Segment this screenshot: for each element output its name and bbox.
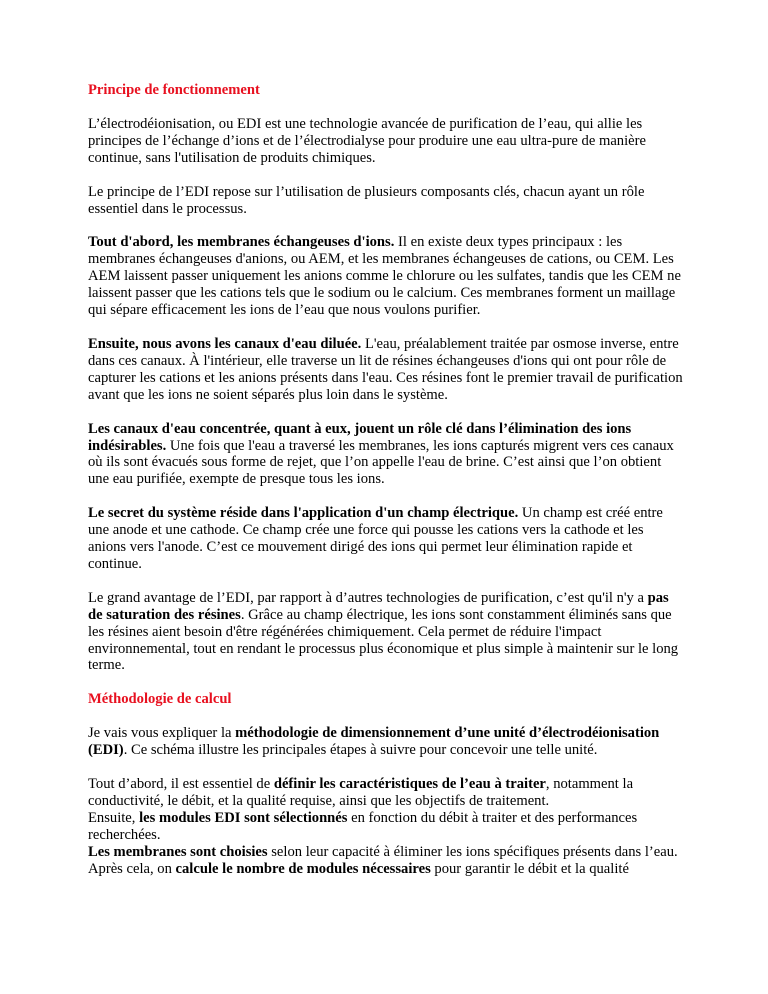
line-calculate-modules-pre: Après cela, on [88, 860, 176, 877]
paragraph-concentrate-text: Une fois que l'eau a traversé les membranes, les ions capturés migrent vers ces canaux où ils sont évacués sous forme de rejet, que l’on appelle l'eau de brine. C’est ainsi que l’on obtient une eau purifiée, exempte de presque tous les ions. [88, 437, 674, 488]
paragraph-advantage-post: . Grâce au champ électrique, les ions sont constamment éliminés sans que les résines aient besoin d'être régénérées chimiquement. Cela permet de réduire l'impact environnemental, tout en rendant le processus plus économique et plus simple à maintenir sur le long terme. [88, 606, 679, 674]
section-heading-methodologie: Méthodologie de calcul [88, 691, 232, 708]
section-heading-principe: Principe de fonctionnement [88, 82, 260, 98]
paragraph-dilute-channels [88, 336, 684, 404]
line-calculate-modules-bold: calcule le nombre de modules nécessaires [175, 860, 431, 877]
line-select-modules-pre: Ensuite, [88, 809, 140, 826]
line-define-water-pre: Tout d’abord, il est essentiel de [88, 776, 274, 793]
line-choose-membranes [88, 844, 684, 861]
line-define-water-post: , notamment la conductivité, le débit, et la qualité requise, ainsi que les objectifs de traitement. [88, 776, 634, 809]
paragraph-advantage-pre: Le grand avantage de l’EDI, par rapport à d’autres technologies de purification, c’est qu'il n'y a [88, 589, 648, 606]
paragraph-methodology-bold: méthodologie de dimensionnement d’une unité d’électrodéionisation (EDI) [88, 725, 660, 759]
paragraph-membranes-text: Il en existe deux types principaux : les membranes échangeuses d'anions, ou AEM, et les membranes échangeuses de cations, ou CEM. Les AEM laissent passer uniquement les anions comme le chlorure ou les sulfates, tandis que les CEM ne laissent passer que les cations tels que le sodium ou le calcium. Ces membranes forment un maillage qui sépare efficacement les ions de l’eau que nous voulons purifier. [88, 234, 681, 319]
paragraph-principle-text: Le principe de l’EDI repose sur l’utilisation de plusieurs composants clés, chacun ayant un rôle essentiel dans le processus. [88, 183, 645, 217]
paragraph-dilute-lead: Ensuite, nous avons les canaux d'eau diluée. [88, 335, 362, 352]
paragraph-dilute-text: L'eau, préalablement traitée par osmose inverse, entre dans ces canaux. À l'intérieur, elle traverse un lit de résines échangeuses d'ions qui ont pour rôle de capturer les cations et les anions présents dans l'eau. Ces résines font le premier travail de purification avant que les ions ne soient séparés plus loin dans le système. [88, 335, 683, 403]
paragraph-intro [88, 116, 684, 167]
line-calculate-modules-post: pour garantir le débit et la qualité [430, 860, 629, 877]
paragraph-field-text: Un champ est créé entre une anode et une cathode. Ce champ crée une force qui pousse les cations vers la cathode et les anions vers l'anode. C’est ce mouvement dirigé des ions qui permet leur élimination rapide et continue. [88, 505, 663, 572]
line-select-modules-bold: les modules EDI sont sélectionnés [139, 809, 348, 826]
line-define-water-bold: définir les caractéristiques de l’eau à traiter [273, 776, 546, 793]
document-page [88, 82, 684, 878]
paragraph-principle [88, 184, 684, 218]
paragraph-intro-text: L’électrodéionisation, ou EDI est une technologie avancée de purification de l’eau, qui allie les principes de l’échange d’ions et de l’électrodialyse pour produire une eau ultra-pure de manière continue, sans l'utilisation de produits chimiques. [88, 115, 646, 166]
paragraph-concentrate-lead: Les canaux d'eau concentrée, quant à eux, jouent un rôle clé dans l’élimination des ions indésirables. [88, 420, 632, 454]
paragraph-advantage-bold: pas de saturation des résines [88, 589, 669, 623]
paragraph-methodology [88, 725, 684, 759]
line-choose-membranes-post: selon leur capacité à éliminer les ions spécifiques présents dans l’eau. [267, 843, 678, 860]
line-select-modules-post: en fonction du débit à traiter et des performances recherchées. [88, 809, 638, 843]
paragraph-methodology-post: . Ce schéma illustre les principales étapes à suivre pour concevoir une telle unité. [123, 742, 598, 759]
paragraph-methodology-pre: Je vais vous expliquer la [88, 725, 236, 742]
paragraph-membranes-lead: Tout d'abord, les membranes échangeuses d'ions. [88, 234, 395, 251]
paragraph-electric-field [88, 505, 684, 573]
paragraph-concentrate-channels [88, 421, 684, 489]
paragraph-field-lead: Le secret du système réside dans l'application d'un champ électrique. [88, 505, 519, 522]
line-calculate-modules [88, 861, 684, 878]
line-select-modules [88, 810, 684, 844]
paragraph-advantage [88, 590, 684, 675]
line-define-water [88, 776, 684, 810]
paragraph-membranes [88, 234, 684, 319]
line-choose-membranes-bold: Les membranes sont choisies [88, 843, 268, 860]
